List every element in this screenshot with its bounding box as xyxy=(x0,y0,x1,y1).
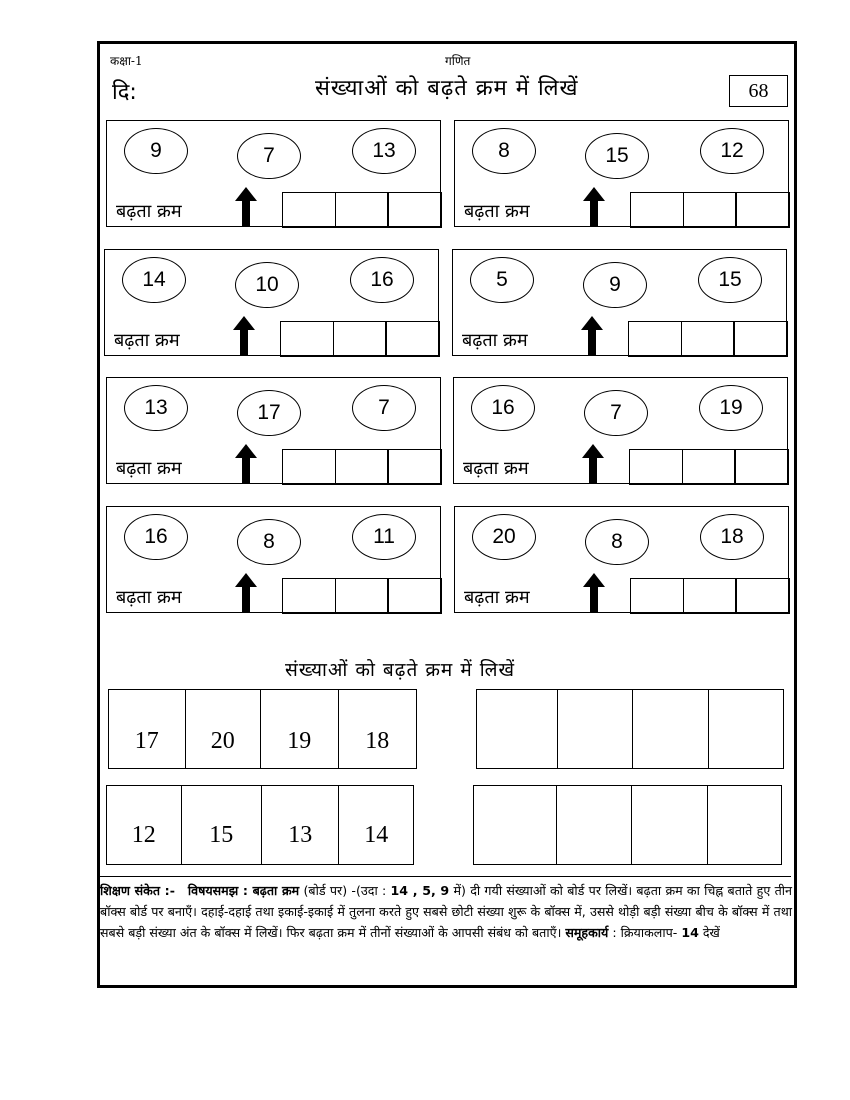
number-cell: 18 xyxy=(365,728,390,754)
number-cell: 20 xyxy=(186,690,262,768)
ordering-card xyxy=(106,377,441,484)
page-title: संख्याओं को बढ़ते क्रम में लिखें xyxy=(315,76,579,101)
board-note: (बोर्ड पर) xyxy=(303,883,348,898)
number-oval: 16 xyxy=(350,257,414,303)
answer-slots xyxy=(630,321,788,357)
answer-slot[interactable] xyxy=(683,192,737,228)
activity-suffix: देखें xyxy=(702,925,720,940)
number-oval: 17 xyxy=(237,390,301,436)
up-arrow-icon xyxy=(583,187,605,227)
answer-slot[interactable] xyxy=(335,449,389,485)
teaching-note xyxy=(100,880,792,943)
increasing-order-label: बढ़ता क्रम xyxy=(464,201,530,222)
number-oval: 16 xyxy=(471,385,535,431)
activity-number: 14 xyxy=(681,925,699,940)
answer-slots xyxy=(284,578,442,614)
up-arrow-icon xyxy=(233,316,255,356)
up-arrow-icon xyxy=(235,187,257,227)
number-oval: 8 xyxy=(472,128,536,174)
number-oval: 8 xyxy=(237,519,301,565)
answer-slot[interactable] xyxy=(682,449,736,485)
section-title: संख्याओं को बढ़ते क्रम में लिखें xyxy=(285,659,516,681)
number-cell: 15 xyxy=(182,786,262,864)
answer-slot[interactable] xyxy=(385,321,439,357)
up-arrow-icon xyxy=(583,573,605,613)
answer-slot[interactable] xyxy=(335,192,389,228)
number-oval: 7 xyxy=(352,385,416,431)
number-oval: 15 xyxy=(585,133,649,179)
group-label: समूहकार्य xyxy=(565,925,609,940)
up-arrow-icon xyxy=(581,316,603,356)
number-oval: 13 xyxy=(352,128,416,174)
number-oval: 14 xyxy=(122,257,186,303)
number-oval: 7 xyxy=(237,133,301,179)
number-cell: 19 xyxy=(261,690,339,768)
activity-text: : क्रियाकलाप- xyxy=(612,925,678,940)
answer-slots xyxy=(631,449,789,485)
number-oval: 13 xyxy=(124,385,188,431)
answer-slot[interactable] xyxy=(735,578,789,614)
number-oval: 20 xyxy=(472,514,536,560)
number-oval: 16 xyxy=(124,514,188,560)
answer-row-1 xyxy=(476,689,784,769)
answer-cell[interactable] xyxy=(477,690,558,768)
answer-slot[interactable] xyxy=(630,578,684,614)
date-label: दि: xyxy=(112,80,137,105)
answer-slot[interactable] xyxy=(630,192,684,228)
answer-slot[interactable] xyxy=(387,192,441,228)
ordering-card xyxy=(454,506,789,613)
increasing-order-label: बढ़ता क्रम xyxy=(464,587,530,608)
note-label: शिक्षण संकेत :- xyxy=(100,883,175,898)
answer-slots xyxy=(282,321,440,357)
number-row-2 xyxy=(106,785,414,865)
answer-slot[interactable] xyxy=(387,449,441,485)
answer-slot[interactable] xyxy=(734,449,788,485)
answer-cell[interactable] xyxy=(708,786,781,864)
subject-label: गणित xyxy=(445,54,471,68)
number-cell: 13 xyxy=(262,786,340,864)
note-text: में) दी गयी संख्याओं को बोर्ड पर लिखें। बढ़ता क्रम का चिह्न बताते हुए तीन बॉक्स बोर्ड पर बनाएँ। दहाई-दहाई तथा इकाई-इकाई में तुलना करते हुए सबसे छोटी संख्या शुरू के बॉक्स में, उससे थोड़ी बड़ी संख्या बीच के बॉक्स में तथा सबसे बड़ी संख्या अंत के बॉक्स में लिखें। फिर बढ़ता क्रम में तीनों संख्याओं के आपसी संबंध को बताएँ। xyxy=(100,883,792,940)
number-oval: 11 xyxy=(352,514,416,560)
answer-slot[interactable] xyxy=(333,321,387,357)
answer-slots xyxy=(284,449,442,485)
number-oval: 7 xyxy=(584,390,648,436)
answer-slot[interactable] xyxy=(629,449,683,485)
answer-slot[interactable] xyxy=(628,321,682,357)
answer-cell[interactable] xyxy=(709,690,783,768)
number-oval: 15 xyxy=(698,257,762,303)
ordering-card xyxy=(106,120,441,227)
up-arrow-icon xyxy=(235,444,257,484)
up-arrow-icon xyxy=(582,444,604,484)
number-cell: 14 xyxy=(364,822,389,848)
number-oval: 18 xyxy=(700,514,764,560)
answer-cell[interactable] xyxy=(474,786,557,864)
answer-slot[interactable] xyxy=(280,321,334,357)
answer-slot[interactable] xyxy=(282,192,336,228)
increasing-order-label: बढ़ता क्रम xyxy=(116,201,182,222)
up-arrow-icon xyxy=(235,573,257,613)
number-oval: 5 xyxy=(470,257,534,303)
number-row-1 xyxy=(108,689,417,769)
increasing-order-label: बढ़ता क्रम xyxy=(462,330,528,351)
answer-row-2 xyxy=(473,785,782,865)
number-oval: 19 xyxy=(699,385,763,431)
example-numbers: 14 , 5, 9 xyxy=(390,883,450,898)
ordering-card xyxy=(106,506,441,613)
answer-slots xyxy=(284,192,442,228)
answer-slot[interactable] xyxy=(735,192,789,228)
answer-slot[interactable] xyxy=(683,578,737,614)
increasing-order-label: बढ़ता क्रम xyxy=(114,330,180,351)
answer-slots xyxy=(632,578,790,614)
number-cell: 12 xyxy=(107,786,182,864)
number-oval: 9 xyxy=(124,128,188,174)
ordering-card xyxy=(104,249,439,356)
increasing-order-label: बढ़ता क्रम xyxy=(463,458,529,479)
class-label: कक्षा-1 xyxy=(110,54,143,68)
answer-slot[interactable] xyxy=(681,321,735,357)
answer-slots xyxy=(632,192,790,228)
concept-label: विषयसमझ : बढ़ता क्रम xyxy=(187,883,300,898)
increasing-order-label: बढ़ता क्रम xyxy=(116,458,182,479)
number-cell: 17 xyxy=(109,690,186,768)
answer-cell[interactable] xyxy=(557,786,632,864)
number-oval: 10 xyxy=(235,262,299,308)
answer-slot[interactable] xyxy=(387,578,441,614)
ordering-card xyxy=(453,377,788,484)
increasing-order-label: बढ़ता क्रम xyxy=(116,587,182,608)
page-number-box: 68 xyxy=(729,75,788,107)
answer-slot[interactable] xyxy=(282,449,336,485)
answer-cell[interactable] xyxy=(558,690,633,768)
answer-cell[interactable] xyxy=(632,786,709,864)
number-oval: 9 xyxy=(583,262,647,308)
number-oval: 12 xyxy=(700,128,764,174)
number-oval: 8 xyxy=(585,519,649,565)
divider xyxy=(100,876,791,877)
answer-slot[interactable] xyxy=(282,578,336,614)
example-prefix: -(उदा : xyxy=(351,883,387,898)
answer-cell[interactable] xyxy=(633,690,710,768)
answer-slot[interactable] xyxy=(335,578,389,614)
answer-slot[interactable] xyxy=(733,321,787,357)
ordering-card xyxy=(452,249,787,356)
ordering-card xyxy=(454,120,789,227)
